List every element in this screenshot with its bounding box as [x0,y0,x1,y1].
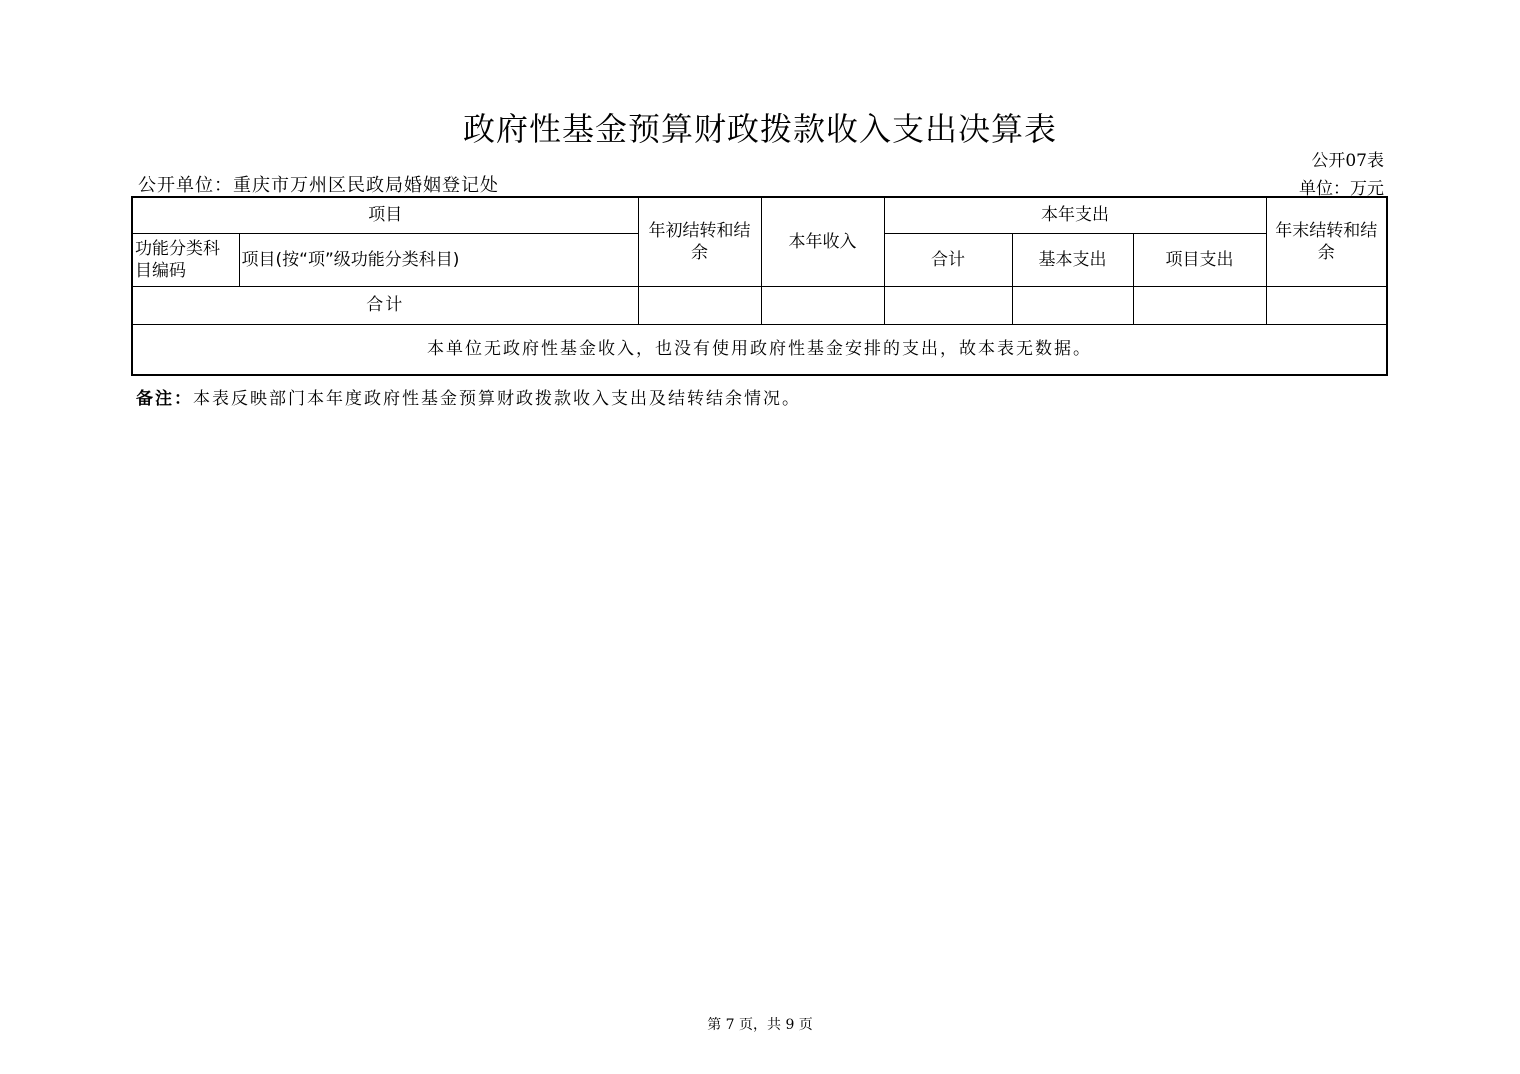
header-total: 合计 [884,233,1012,286]
total-expenditure-cell [884,286,1012,324]
header-basic: 基本支出 [1012,233,1133,286]
header-project-exp: 项目支出 [1133,233,1266,286]
budget-table [131,196,1388,376]
message-row [132,324,1387,375]
total-row-label: 合计 [132,286,638,324]
page-number: 第 7 页，共 9 页 [707,1017,813,1033]
header-row-1 [132,197,1387,233]
total-basic-cell [1012,286,1133,324]
header-expenditure: 本年支出 [884,197,1266,233]
header-project-by-item: 项目(按“项”级功能分类科目) [239,233,638,286]
header-income: 本年收入 [761,197,884,286]
total-project-exp-cell [1133,286,1266,324]
no-data-message: 本单位无政府性基金收入，也没有使用政府性基金安排的支出，故本表无数据。 [132,324,1387,375]
page-title: 政府性基金预算财政拨款收入支出决算表 [462,110,1057,148]
header-func-code: 功能分类科目编码 [132,233,239,286]
header-end-balance: 年末结转和结余 [1266,197,1387,286]
total-row [132,286,1387,324]
currency-unit: 单位：万元 [1299,179,1384,199]
header-begin-balance: 年初结转和结余 [638,197,761,286]
total-begin-balance-cell [638,286,761,324]
table-number: 公开07表 [1311,151,1384,171]
total-income-cell [761,286,884,324]
reporting-unit: 公开单位：重庆市万州区民政局婚姻登记处 [138,175,499,196]
footnote-text: 本表反映部门本年度政府性基金预算财政拨款收入支出及结转结余情况。 [193,389,801,409]
footnote-label: 备注： [136,389,193,409]
total-end-balance-cell [1266,286,1387,324]
footnote [136,384,801,409]
header-project: 项目 [132,197,638,233]
